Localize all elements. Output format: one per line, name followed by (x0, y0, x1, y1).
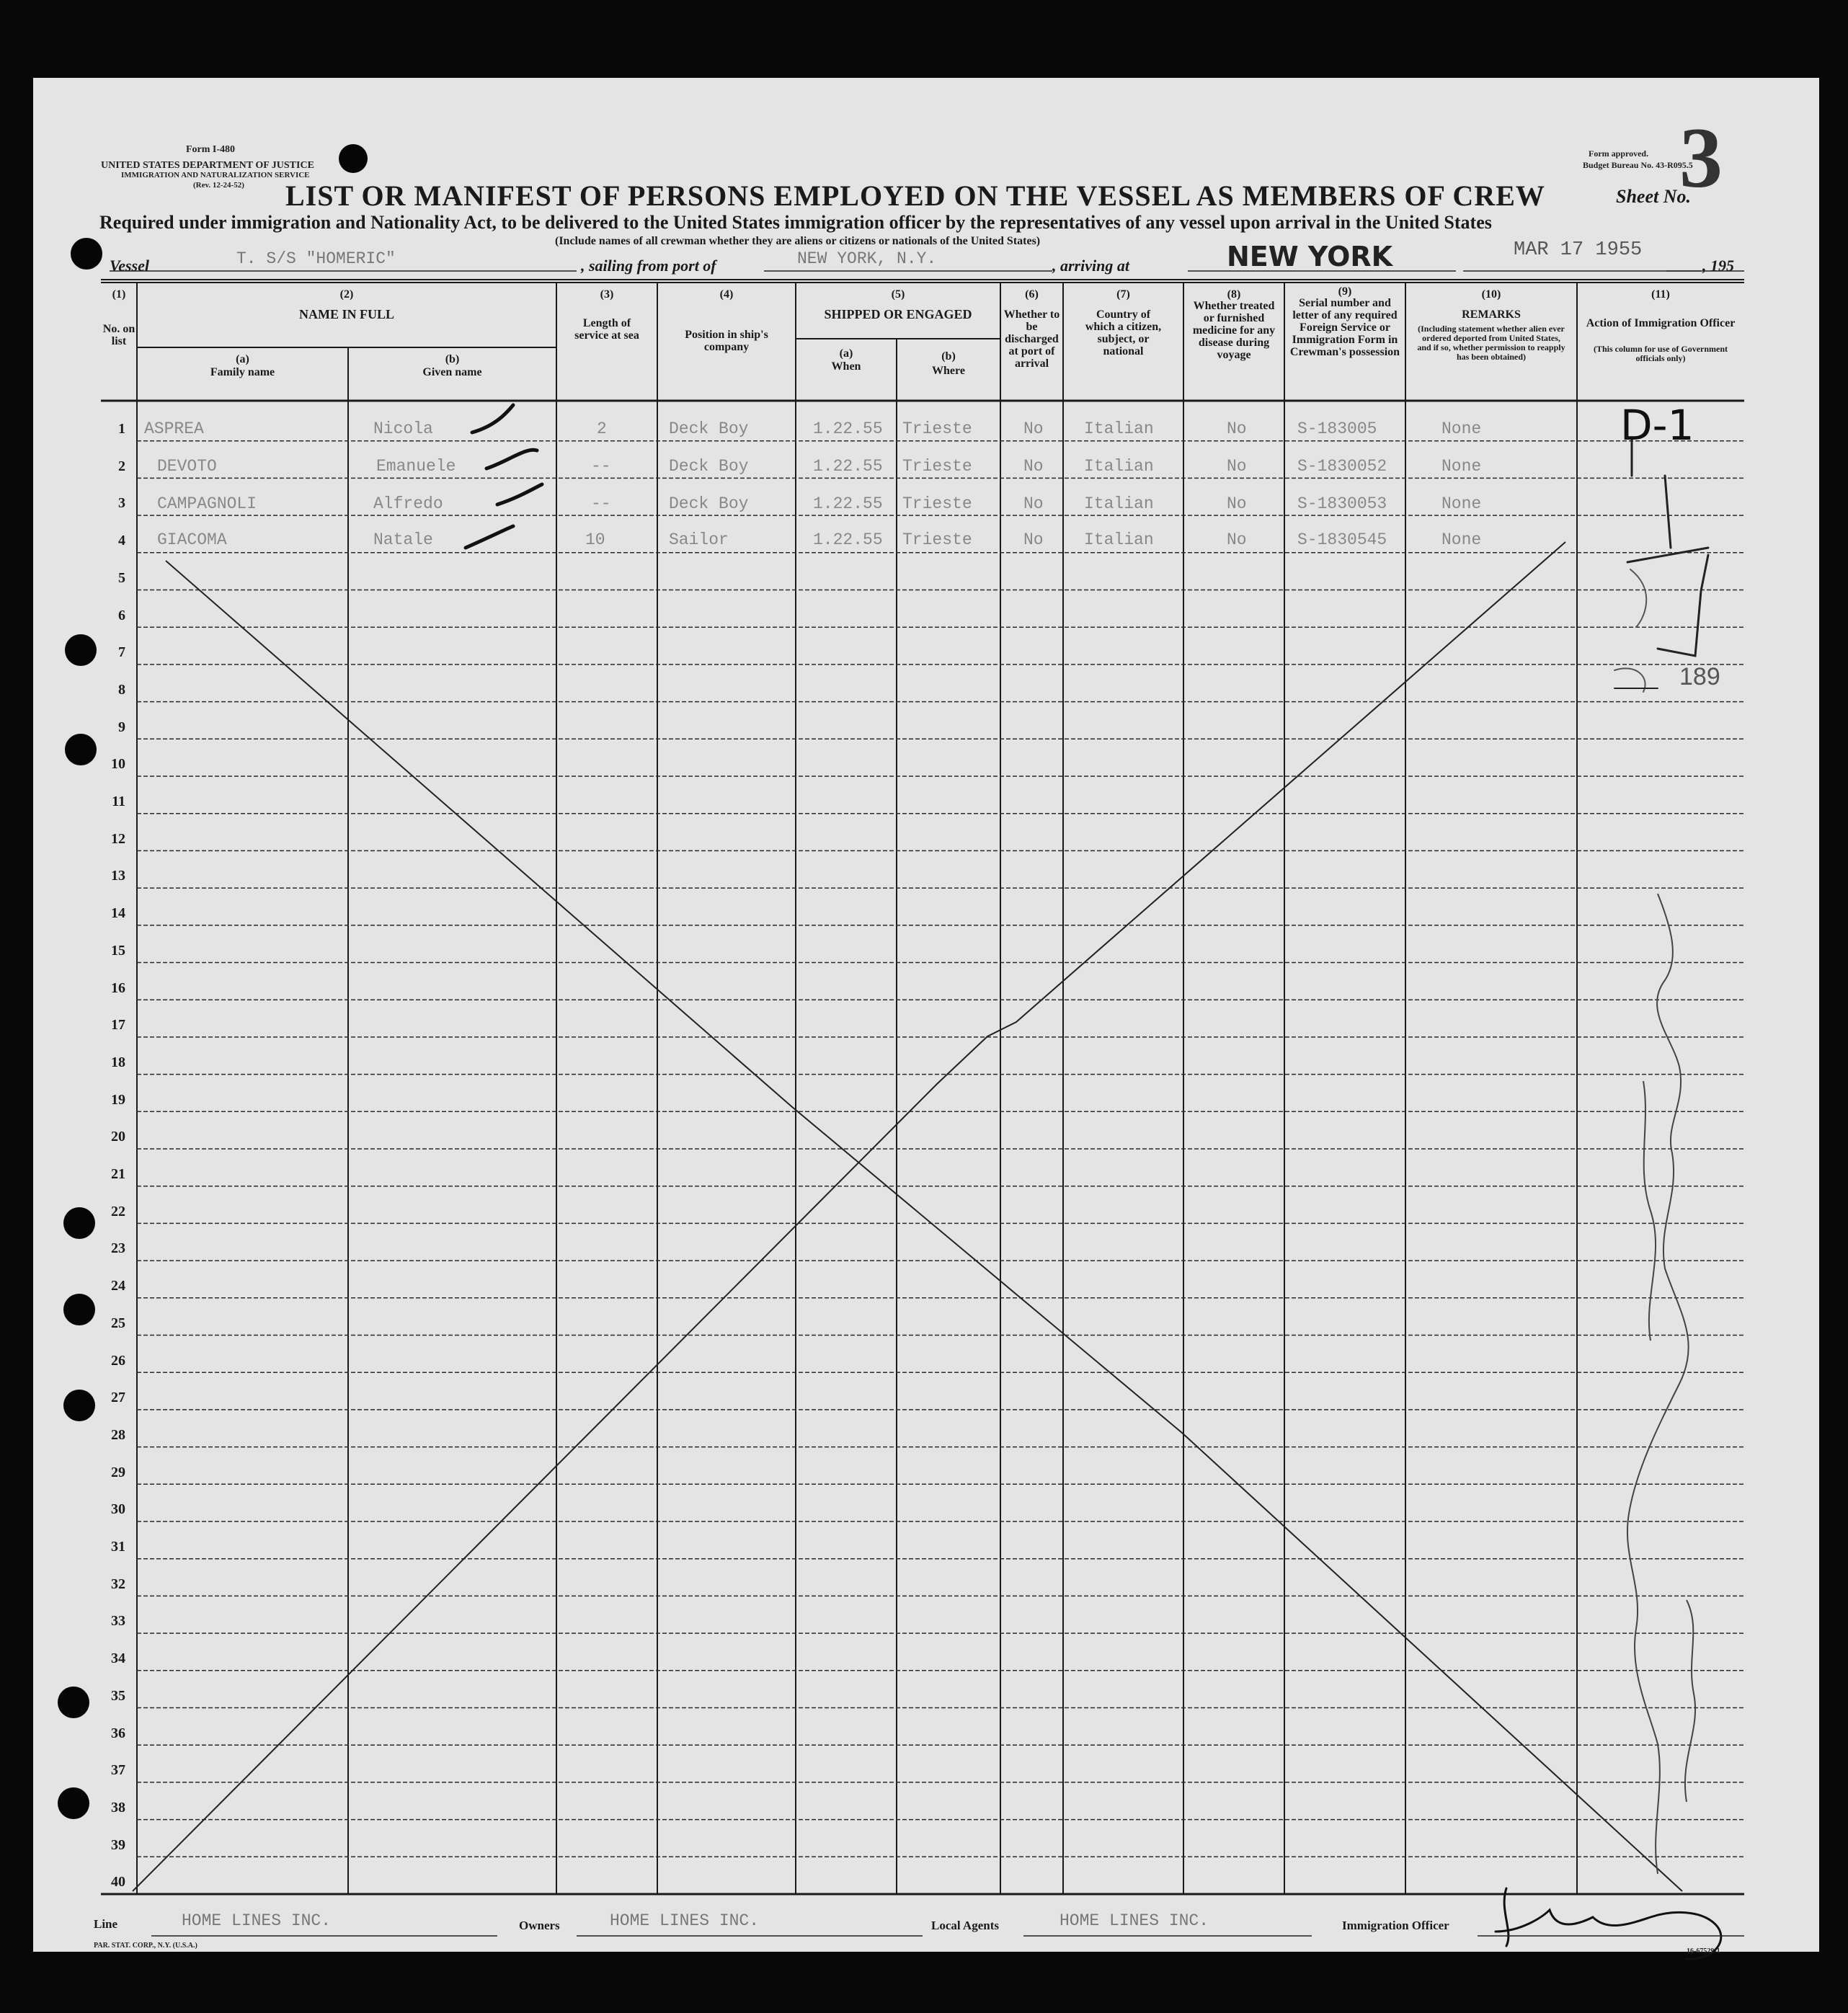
printer-imprint: PAR. STAT. CORP., N.Y. (U.S.A.) (94, 1942, 197, 1950)
row-number: 19 (111, 1091, 125, 1108)
shipped-where: Trieste (902, 457, 972, 476)
owners-value: HOME LINES INC. (610, 1911, 760, 1930)
col-3-number: (3) (600, 288, 614, 301)
col-5b-number: (b) (941, 350, 956, 363)
shipped-when: 1.22.55 (813, 530, 883, 549)
col-7-header: Country of which a citizen, subject, or national (1085, 308, 1162, 357)
col-5b-header: Where (932, 365, 965, 377)
officer-vertical-scrawl (1685, 1600, 1695, 1802)
col-8-header: Whether treated or furnished medicine for any disease during voyage (1192, 300, 1276, 361)
col-4-number: (4) (719, 288, 734, 301)
budget-bureau: Budget Bureau No. 43-R095.5 (1583, 160, 1693, 170)
officer-bracket (1658, 555, 1708, 656)
cancel-line (166, 561, 1682, 1891)
col-10-header: REMARKS (1462, 308, 1521, 321)
shipped-when: 1.22.55 (813, 494, 883, 513)
col-2b-header: Given name (422, 366, 482, 378)
col-9-header: Serial number and letter of any required Foreign Service or Immigration Form in Crewman's possession (1289, 297, 1400, 358)
shipped-where: Trieste (902, 530, 972, 549)
form-note: (Include names of all crewman whether they are aliens or citizens or nationals of the United States) (555, 235, 1041, 247)
col-11-note: (This column for use of Government officials only) (1593, 344, 1728, 363)
form-subtitle: Required under immigration and Nationality Act, to be delivered to the United States immigration officer by the representatives of any vessel upon arrival in the United States (99, 212, 1492, 233)
country: Italian (1084, 419, 1154, 438)
serial-number: S-1830545 (1297, 530, 1387, 549)
service-length: -- (591, 494, 611, 513)
row-number: 23 (111, 1240, 125, 1257)
year-suffix: , 195 (1702, 257, 1734, 275)
arriving-port-value: NEW YORK (1227, 241, 1393, 272)
col-5a-header: When (831, 360, 861, 373)
country: Italian (1084, 494, 1154, 513)
medicine: No (1227, 419, 1247, 438)
officer-vertical-scrawl (1643, 1081, 1656, 1341)
row-number: 29 (111, 1464, 125, 1480)
family-name: CAMPAGNOLI (157, 494, 257, 513)
shipped-when: 1.22.55 (813, 419, 883, 438)
col-2a-number: (a) (236, 353, 249, 365)
row-number: 16 (111, 979, 125, 996)
row-number: 33 (111, 1613, 125, 1630)
row-number: 34 (111, 1650, 125, 1667)
check-mark (466, 526, 513, 548)
col-9-number: (9) (1338, 285, 1352, 298)
page-title: LIST OR MANIFEST OF PERSONS EMPLOYED ON THE VESSEL AS MEMBERS OF CREW (285, 179, 1545, 212)
form-number: Form I-480 (186, 144, 236, 155)
position: Deck Boy (669, 457, 749, 476)
form-revision: (Rev. 12-24-52) (193, 181, 244, 190)
row-number: 12 (111, 830, 125, 847)
form-approval: Form approved. (1589, 148, 1649, 159)
vessel-value: T. S/S "HOMERIC" (236, 249, 396, 268)
row-number: 3 (118, 495, 125, 512)
sailing-label: , sailing from port of (581, 257, 716, 275)
col-5-number: (5) (891, 288, 905, 301)
row-number: 40 (111, 1874, 125, 1890)
service-length: -- (591, 457, 611, 476)
local-agents-value: HOME LINES INC. (1060, 1911, 1209, 1930)
row-number: 2 (118, 458, 125, 474)
col-6-number: (6) (1025, 288, 1039, 301)
row-number: 8 (118, 681, 125, 698)
remarks: None (1441, 530, 1482, 549)
col-10-number: (10) (1481, 288, 1501, 301)
check-mark (497, 484, 542, 505)
col-11-number: (11) (1651, 288, 1670, 301)
given-name: Alfredo (373, 494, 443, 513)
position: Sailor (669, 530, 729, 549)
col-6-header: Whether to be discharged at port of arrival (1003, 308, 1060, 370)
col-2-number: (2) (339, 288, 354, 301)
given-name: Emanuele (376, 457, 456, 476)
row-number: 30 (111, 1501, 125, 1518)
row-number: 31 (111, 1539, 125, 1555)
immigration-officer-label: Immigration Officer (1342, 1919, 1449, 1932)
serial-number: S-1830053 (1297, 494, 1387, 513)
row-number: 5 (118, 569, 125, 586)
agency-name: UNITED STATES DEPARTMENT OF JUSTICE (101, 160, 314, 171)
col-2-header: NAME IN FULL (298, 307, 394, 321)
service-length: 10 (585, 530, 605, 549)
col-3-header: Length of service at sea (574, 317, 639, 342)
row-number: 27 (111, 1390, 125, 1406)
col-2a-header: Family name (210, 366, 275, 378)
country: Italian (1084, 530, 1154, 549)
serial-number: S-183005 (1297, 419, 1377, 438)
row-number: 4 (118, 533, 125, 549)
col-7-number: (7) (1116, 288, 1130, 301)
row-number: 32 (111, 1576, 125, 1592)
discharge: No (1023, 530, 1044, 549)
row-number: 10 (111, 756, 125, 773)
form-code: 16-67529-1 (1687, 1947, 1720, 1955)
row-number: 24 (111, 1278, 125, 1294)
row-number: 36 (111, 1725, 125, 1741)
row-number: 11 (112, 794, 125, 809)
family-name: DEVOTO (157, 457, 217, 476)
officer-scribble (1630, 569, 1646, 627)
col-1-header: No. on list (102, 323, 136, 347)
shipped-where: Trieste (902, 419, 972, 438)
row-number: 15 (111, 942, 125, 959)
row-number: 28 (111, 1426, 125, 1443)
line-label: Line (94, 1917, 118, 1931)
family-name: ASPREA (144, 419, 204, 438)
discharge: No (1023, 494, 1044, 513)
row-number: 20 (111, 1129, 125, 1145)
row-number: 38 (111, 1799, 125, 1816)
discharge: No (1023, 419, 1044, 438)
col-8-number: (8) (1227, 288, 1241, 301)
row-number: 9 (118, 719, 125, 735)
position: Deck Boy (669, 494, 749, 513)
family-name: GIACOMA (157, 530, 227, 549)
row-number: 18 (111, 1054, 125, 1070)
col-5a-number: (a) (839, 347, 853, 360)
medicine: No (1227, 530, 1247, 549)
officer-mark-d1: D-1 (1620, 401, 1694, 450)
col-10-note: (Including statement whether alien ever ordered deported from United States, and if so, whether permission to reapply has been obtained) (1417, 324, 1565, 362)
shipped-where: Trieste (902, 494, 972, 513)
officer-tally-line (1665, 476, 1671, 548)
service-length: 2 (597, 419, 607, 438)
sailing-port-value: NEW YORK, N.Y. (797, 249, 937, 268)
col-2b-number: (b) (445, 353, 460, 365)
col-4-header: Position in ship's company (685, 329, 768, 353)
arrival-date-value: MAR 17 1955 (1514, 239, 1643, 261)
row-number: 14 (111, 905, 125, 922)
row-number: 1 (118, 421, 125, 437)
arriving-label: , arriving at (1052, 257, 1129, 275)
officer-mark-number: 189 (1679, 663, 1720, 690)
row-number: 35 (111, 1687, 125, 1704)
vessel-label: Vessel (110, 257, 149, 275)
row-number: 22 (111, 1203, 125, 1219)
officer-vertical-scrawl (1627, 894, 1689, 1874)
remarks: None (1441, 457, 1482, 476)
row-number: 26 (111, 1352, 125, 1369)
serial-number: S-1830052 (1297, 457, 1387, 476)
row-number: 17 (111, 1017, 125, 1034)
given-name: Natale (373, 530, 433, 549)
col-11-header: Action of Immigration Officer (1586, 317, 1736, 329)
line-value: HOME LINES INC. (182, 1911, 332, 1930)
row-number: 13 (111, 868, 125, 884)
remarks: None (1441, 419, 1482, 438)
row-number: 21 (111, 1166, 125, 1182)
discharge: No (1023, 457, 1044, 476)
col-5-header: SHIPPED OR ENGAGED (824, 307, 972, 321)
sheet-label: Sheet No. (1616, 186, 1691, 207)
row-number: 6 (118, 607, 125, 623)
service-name: IMMIGRATION AND NATURALIZATION SERVICE (121, 171, 310, 179)
local-agents-label: Local Agents (931, 1919, 999, 1932)
col-1-number: (1) (112, 288, 126, 301)
officer-tally-line (1627, 548, 1708, 562)
row-number: 25 (111, 1315, 125, 1331)
medicine: No (1227, 457, 1247, 476)
medicine: No (1227, 494, 1247, 513)
given-name: Nicola (373, 419, 433, 438)
remarks: None (1441, 494, 1482, 513)
owners-label: Owners (519, 1919, 560, 1932)
country: Italian (1084, 457, 1154, 476)
row-number: 39 (111, 1836, 125, 1853)
check-mark (472, 405, 513, 432)
position: Deck Boy (669, 419, 749, 438)
shipped-when: 1.22.55 (813, 457, 883, 476)
check-mark (487, 450, 537, 468)
row-number: 7 (118, 644, 125, 661)
sheet-number: 3 (1679, 110, 1723, 205)
row-number: 37 (111, 1762, 125, 1779)
